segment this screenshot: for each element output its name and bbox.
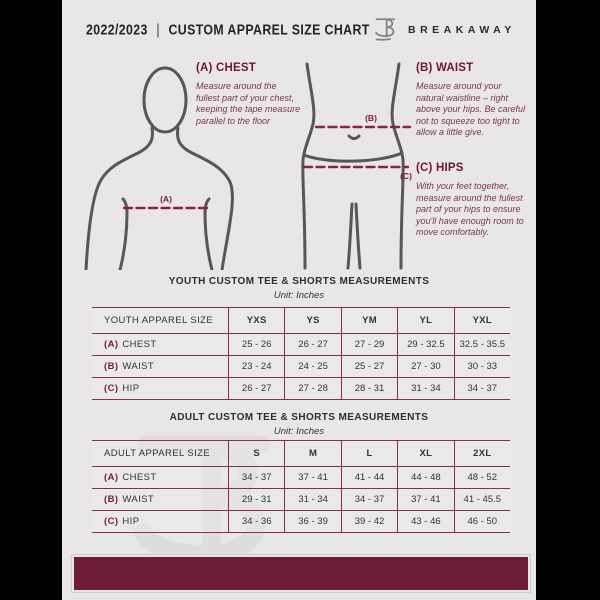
- chest-guide: [196, 62, 302, 127]
- table-header-row: [92, 440, 510, 466]
- waist-line-tag: (B): [365, 113, 377, 123]
- row-label: (A) CHEST: [92, 467, 228, 488]
- column-header: YL: [397, 308, 453, 333]
- hips-heading: (C) HIPS: [416, 162, 464, 174]
- youth-size-table: [92, 307, 510, 400]
- edition-text: 2022/2023: [86, 20, 148, 39]
- waist-heading: (B) WAIST: [416, 62, 474, 74]
- waist-description: Measure around your natural waistline – right above your hips. Be careful not to squeeze too tight to allow a little give.: [416, 81, 526, 137]
- brand-lockup: [374, 14, 516, 43]
- lower-body-figure-diagram: [282, 58, 422, 270]
- chest-heading: (A) CHEST: [196, 62, 256, 74]
- size-value-cell: 41 - 45.5: [454, 489, 510, 510]
- size-value-cell: 26 - 27: [228, 378, 284, 399]
- size-value-cell: 27 - 28: [284, 378, 340, 399]
- size-value-cell: 32.5 - 35.5: [454, 334, 510, 355]
- column-header: YS: [284, 308, 340, 333]
- page-title: [86, 21, 370, 38]
- chest-description: Measure around the fullest part of your chest, keeping the tape measure parallel to the floor: [196, 81, 301, 126]
- row-label: (C) HIP: [92, 511, 228, 532]
- breakaway-b-logo-icon: [374, 14, 401, 43]
- size-value-cell: 29 - 31: [228, 489, 284, 510]
- table-row: [92, 355, 510, 377]
- table-row: [92, 488, 510, 510]
- table-header-row: [92, 307, 510, 333]
- table-row: [92, 333, 510, 355]
- size-value-cell: 26 - 27: [284, 334, 340, 355]
- adult-table-title: ADULT CUSTOM TEE & SHORTS MEASUREMENTS: [169, 412, 429, 423]
- size-value-cell: 34 - 37: [454, 378, 510, 399]
- size-value-cell: 25 - 27: [341, 356, 397, 377]
- footer-bar: [72, 555, 530, 592]
- size-value-cell: 34 - 37: [228, 467, 284, 488]
- size-value-cell: 29 - 32.5: [397, 334, 453, 355]
- size-value-cell: 43 - 46: [397, 511, 453, 532]
- row-label: (B) WAIST: [92, 489, 228, 510]
- title-divider: |: [156, 20, 160, 39]
- table-row: [92, 466, 510, 488]
- size-value-cell: 37 - 41: [397, 489, 453, 510]
- column-header: XL: [397, 441, 453, 466]
- hip-line-tag: (C): [400, 171, 412, 181]
- size-value-cell: 34 - 36: [228, 511, 284, 532]
- column-header: ADULT APPAREL SIZE: [92, 441, 228, 466]
- column-header: S: [228, 441, 284, 466]
- size-value-cell: 36 - 39: [284, 511, 340, 532]
- size-value-cell: 48 - 52: [454, 467, 510, 488]
- size-chart-document: [62, 0, 536, 600]
- size-value-cell: 41 - 44: [341, 467, 397, 488]
- hips-guide: [416, 162, 532, 239]
- size-value-cell: 34 - 37: [341, 489, 397, 510]
- adult-table-unit: Unit: Inches: [273, 426, 325, 437]
- size-value-cell: 30 - 33: [454, 356, 510, 377]
- column-header: YM: [341, 308, 397, 333]
- size-value-cell: 23 - 24: [228, 356, 284, 377]
- row-label: (C) HIP: [92, 378, 228, 399]
- column-header: L: [341, 441, 397, 466]
- size-value-cell: 25 - 26: [228, 334, 284, 355]
- row-label: (A) CHEST: [92, 334, 228, 355]
- youth-table-title: YOUTH CUSTOM TEE & SHORTS MEASUREMENTS: [168, 276, 430, 287]
- size-value-cell: 37 - 41: [284, 467, 340, 488]
- size-value-cell: 39 - 42: [341, 511, 397, 532]
- title-text: CUSTOM APPAREL SIZE CHART: [168, 20, 370, 39]
- table-row: [92, 377, 510, 399]
- waist-guide: [416, 62, 528, 139]
- size-value-cell: 46 - 50: [454, 511, 510, 532]
- chest-line-tag: (A): [160, 194, 172, 204]
- brand-name: BREAKAWAY: [408, 24, 516, 36]
- size-value-cell: 24 - 25: [284, 356, 340, 377]
- size-value-cell: 31 - 34: [397, 378, 453, 399]
- size-value-cell: 27 - 29: [341, 334, 397, 355]
- row-label: (B) WAIST: [92, 356, 228, 377]
- hips-description: With your feet together, measure around the fullest part of your hips to ensure you'll have enough room to move comfortably.: [416, 181, 524, 237]
- column-header: YXS: [228, 308, 284, 333]
- size-value-cell: 31 - 34: [284, 489, 340, 510]
- size-value-cell: 28 - 31: [341, 378, 397, 399]
- column-header: M: [284, 441, 340, 466]
- adult-size-table: [92, 440, 510, 533]
- table-row: [92, 510, 510, 532]
- column-header: 2XL: [454, 441, 510, 466]
- size-value-cell: 44 - 48: [397, 467, 453, 488]
- column-header: YOUTH APPAREL SIZE: [92, 308, 228, 333]
- size-value-cell: 27 - 30: [397, 356, 453, 377]
- youth-table-unit: Unit: Inches: [273, 290, 325, 301]
- column-header: YXL: [454, 308, 510, 333]
